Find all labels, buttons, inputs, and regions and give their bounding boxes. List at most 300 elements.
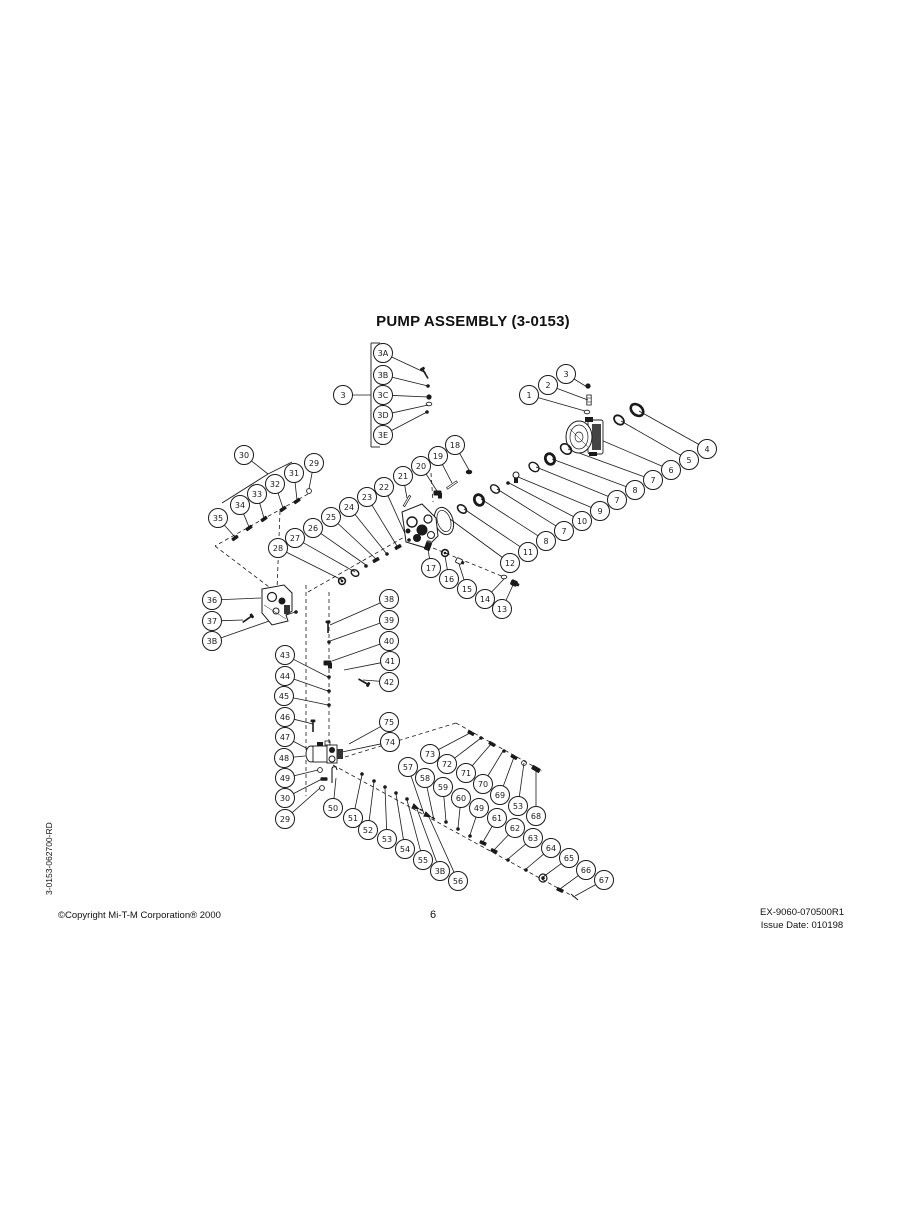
part-dot (468, 834, 472, 838)
callout-balloon-34 (231, 496, 250, 515)
callout-balloon-53 (378, 830, 397, 849)
part-dot (426, 384, 430, 388)
callout-number: 4 (704, 444, 710, 454)
part-ring (611, 411, 627, 428)
callout-number: 68 (530, 811, 542, 821)
callout-balloon-44 (276, 667, 295, 686)
callout-balloon-30 (235, 446, 254, 465)
part-oval (584, 410, 590, 414)
callout-balloon-46 (276, 708, 295, 727)
callout-balloon-8 (537, 532, 556, 551)
leader-line (508, 844, 526, 859)
callout-balloon-54 (396, 840, 415, 859)
callout-number: 46 (279, 712, 291, 722)
part-dot (456, 827, 460, 831)
leader-line (221, 598, 261, 600)
callout-balloon-28 (269, 539, 288, 558)
part-pin (447, 481, 458, 489)
callout-balloon-3 (557, 365, 576, 384)
callout-balloon-29 (276, 810, 295, 829)
callout-number: 2 (545, 380, 551, 390)
callout-balloon-38 (380, 590, 399, 609)
callout-number: 20 (415, 461, 427, 471)
part-bolt (321, 777, 328, 781)
callout-number: 33 (251, 489, 263, 499)
leader-line (464, 509, 520, 547)
callout-balloon-65 (560, 849, 579, 868)
part-oval (426, 402, 432, 406)
leader-line (338, 523, 376, 559)
leader-line (481, 499, 538, 536)
part-manifold (402, 504, 438, 548)
part-bolt (556, 887, 564, 893)
callout-balloon-36 (203, 591, 222, 610)
callout-balloon-50 (324, 799, 343, 818)
leader-line (251, 461, 268, 474)
leader-line (293, 756, 305, 757)
callout-number: 65 (563, 853, 575, 863)
callout-number: 71 (460, 768, 472, 778)
footer-doc-info (760, 906, 844, 932)
callout-balloon-49 (276, 769, 295, 788)
part-nut (339, 578, 346, 585)
leader-line (293, 659, 328, 677)
leader-line (506, 585, 513, 600)
callout-number: 30 (279, 793, 291, 803)
part-ring (526, 458, 542, 475)
part-washer (307, 489, 312, 494)
callout-number: 22 (378, 482, 390, 492)
callout-balloon-1 (520, 386, 539, 405)
callout-balloon-67 (595, 871, 614, 890)
callout-number: 45 (278, 691, 290, 701)
callout-number: 8 (543, 536, 549, 546)
callout-number: 41 (384, 656, 396, 666)
leader-line (294, 679, 328, 691)
footer-copyright: ©Copyright Mi-T-M Corporation® 2000 (58, 910, 221, 921)
callout-balloon-73 (421, 745, 440, 764)
construction-dashed-line (431, 473, 433, 502)
part-nut (442, 550, 449, 557)
callout-balloon-68 (527, 807, 546, 826)
leader-line (330, 603, 380, 625)
part-bolt (510, 754, 518, 761)
leader-line (557, 388, 588, 400)
callout-number: 26 (307, 523, 319, 533)
leader-line (278, 493, 283, 508)
callout-number: 3B (377, 370, 389, 380)
leader-line (344, 663, 381, 670)
part-elbow (324, 661, 333, 669)
part-bolt (231, 535, 239, 542)
leader-line (458, 807, 460, 828)
callout-number: 57 (402, 762, 414, 772)
part-ball (585, 383, 590, 388)
callout-number: 3 (340, 390, 346, 400)
callout-balloon-40 (380, 632, 399, 651)
callout-number: 3E (377, 430, 389, 440)
leader-line (224, 525, 235, 537)
leader-line (509, 483, 574, 517)
callout-balloon-48 (275, 749, 294, 768)
callout-balloon-70 (474, 775, 493, 794)
leader-line (334, 778, 336, 799)
callout-number: 6 (668, 465, 674, 475)
callout-number: 29 (279, 814, 291, 824)
leader-line (260, 503, 264, 518)
callout-balloon-3B (203, 632, 222, 651)
callout-number: 28 (272, 543, 284, 553)
leader-line (349, 727, 381, 744)
callout-number: 49 (279, 773, 291, 783)
leader-line (483, 826, 492, 842)
callout-balloon-43 (276, 646, 295, 665)
leader-line (536, 467, 608, 496)
callout-balloon-7 (555, 522, 574, 541)
callout-number: 53 (512, 801, 524, 811)
callout-number: 43 (279, 650, 291, 660)
part-plug (455, 557, 465, 565)
callout-balloon-55 (414, 851, 433, 870)
callout-balloon-23 (358, 488, 377, 507)
construction-dashed-line (215, 546, 277, 593)
leader-line (385, 788, 387, 830)
callout-balloon-63 (524, 829, 543, 848)
part-dot (327, 675, 331, 679)
callout-balloon-4 (698, 440, 717, 459)
leader-line (460, 453, 469, 470)
callout-number: 16 (443, 574, 455, 584)
leader-line (332, 644, 380, 661)
callout-balloon-62 (506, 819, 525, 838)
callout-balloon-24 (340, 498, 359, 517)
part-dot (394, 791, 398, 795)
callout-balloon-2 (539, 376, 558, 395)
part-dot (405, 797, 409, 801)
callout-number: 44 (279, 671, 291, 681)
callout-number: 17 (425, 563, 437, 573)
leader-line (492, 579, 504, 592)
callout-balloon-10 (573, 512, 592, 531)
leader-line (293, 698, 328, 705)
part-bolt (479, 840, 487, 846)
leader-line (330, 623, 380, 641)
callout-balloon-35 (209, 509, 228, 528)
callout-balloon-26 (304, 519, 323, 538)
leader-line (321, 533, 366, 565)
leader-line (294, 719, 313, 724)
callout-number: 42 (383, 677, 395, 687)
leader-line (519, 763, 524, 797)
callout-balloon-3A (374, 344, 393, 363)
callout-number: 37 (206, 616, 218, 626)
leader-line (405, 485, 407, 498)
doc-number: EX-9060-070500R1 (760, 907, 844, 918)
leader-line (369, 782, 374, 821)
callout-number: 69 (494, 790, 506, 800)
part-dot (524, 868, 528, 872)
callout-number: 11 (522, 547, 534, 557)
callout-balloon-56 (449, 872, 468, 891)
callout-balloon-15 (458, 580, 477, 599)
part-dot (372, 779, 376, 783)
callout-balloon-42 (380, 673, 399, 692)
part-screw (357, 677, 370, 687)
callout-balloon-57 (399, 758, 418, 777)
callout-number: 66 (580, 865, 592, 875)
leader-line (438, 733, 470, 750)
part-ring (349, 566, 362, 579)
callout-balloon-21 (394, 467, 413, 486)
callout-number: 10 (576, 516, 588, 526)
part-washer (320, 786, 325, 791)
callout-balloon-3B (431, 862, 450, 881)
callout-number: 29 (308, 458, 320, 468)
callout-number: 1 (526, 390, 532, 400)
callout-number: 72 (441, 759, 453, 769)
part-oring (544, 452, 557, 466)
callout-balloon-58 (416, 769, 435, 788)
callout-balloon-69 (491, 786, 510, 805)
callout-balloon-3D (374, 406, 393, 425)
part-ring (488, 481, 503, 496)
leader-line (363, 680, 380, 681)
part-plug (510, 579, 520, 587)
leader-line (309, 472, 312, 489)
callout-balloon-33 (248, 485, 267, 504)
part-jpin (332, 767, 337, 783)
part-dot (327, 689, 331, 693)
callout-number: 40 (383, 636, 395, 646)
leader-line (526, 854, 544, 869)
callout-balloon-39 (380, 611, 399, 630)
callout-number: 63 (527, 833, 539, 843)
callout-number: 74 (384, 737, 396, 747)
construction-dashed-line (308, 528, 420, 592)
callout-balloon-47 (276, 728, 295, 747)
callout-number: 3 (563, 369, 569, 379)
callout-number: 13 (496, 604, 508, 614)
part-dot (327, 640, 331, 644)
part-dot (407, 538, 411, 542)
callout-number: 27 (289, 533, 301, 543)
part-washer (318, 768, 323, 773)
callout-number: 19 (432, 451, 444, 461)
callout-balloon-45 (275, 687, 294, 706)
callout-number: 25 (325, 512, 337, 522)
callout-balloon-7 (608, 491, 627, 510)
callout-balloon-3E (374, 426, 393, 445)
leader-line (392, 405, 428, 413)
leader-line (497, 489, 556, 526)
callout-balloon-52 (359, 821, 378, 840)
leader-line (450, 519, 502, 557)
callout-balloon-75 (380, 713, 399, 732)
part-screw (311, 720, 316, 733)
callout-number: 49 (473, 803, 485, 813)
leader-line (470, 817, 476, 835)
part-dot (383, 785, 387, 789)
leader-line (538, 398, 585, 411)
callout-number: 35 (212, 513, 224, 523)
leader-line (455, 738, 481, 758)
callout-number: 31 (288, 468, 300, 478)
leader-line (445, 556, 447, 570)
leader-line (286, 552, 342, 580)
callout-balloon-64 (542, 839, 561, 858)
page-title: PUMP ASSEMBLY (3-0153) (376, 313, 570, 330)
callout-balloon-18 (446, 436, 465, 455)
callout-balloon-6 (662, 461, 681, 480)
callout-balloon-30 (276, 789, 295, 808)
callout-balloon-20 (412, 457, 431, 476)
callout-number: 73 (424, 749, 436, 759)
callout-balloon-13 (493, 600, 512, 619)
callout-number: 24 (343, 502, 355, 512)
callout-number: 5 (686, 455, 692, 465)
part-dot (502, 749, 506, 753)
callout-number: 3A (377, 348, 389, 358)
callout-number: 75 (383, 717, 395, 727)
leader-line (601, 440, 662, 466)
callout-balloon-3 (334, 386, 353, 405)
callout-number: 30 (238, 450, 250, 460)
callout-balloon-53 (509, 797, 528, 816)
callout-number: 58 (419, 773, 431, 783)
leader-line (518, 477, 591, 507)
callout-balloon-7 (644, 471, 663, 490)
part-ball (426, 394, 431, 399)
callout-balloon-11 (519, 543, 538, 562)
part-bolt (372, 557, 380, 564)
callout-balloon-74 (381, 733, 400, 752)
callout-number: 52 (362, 825, 374, 835)
callout-balloon-3C (374, 386, 393, 405)
callout-balloon-29 (305, 454, 324, 473)
callout-balloon-16 (440, 570, 459, 589)
callout-balloon-5 (680, 451, 699, 470)
callout-number: 61 (491, 813, 503, 823)
leader-line (574, 379, 587, 387)
callout-number: 70 (477, 779, 489, 789)
callout-number: 39 (383, 615, 395, 625)
part-dot (444, 820, 448, 824)
part-bolt (467, 730, 475, 737)
callout-number: 60 (455, 793, 467, 803)
callout-balloon-66 (577, 861, 596, 880)
callout-balloon-41 (381, 652, 400, 671)
part-dot (425, 410, 429, 414)
callout-balloon-19 (429, 447, 448, 466)
callout-balloon-17 (422, 559, 441, 578)
leader-line (503, 757, 514, 786)
leader-line (494, 835, 508, 850)
part-dot (506, 481, 510, 485)
leader-line (444, 796, 446, 821)
callout-balloon-37 (203, 612, 222, 631)
page-number: 6 (429, 909, 437, 921)
leader-line (295, 482, 297, 500)
leader-line (303, 543, 355, 572)
callout-balloon-72 (438, 755, 457, 774)
callout-number: 21 (397, 471, 409, 481)
part-pump (306, 741, 343, 763)
callout-balloon-8 (626, 481, 645, 500)
callout-number: 14 (479, 594, 491, 604)
part-bolt (394, 544, 402, 551)
callout-number: 8 (632, 485, 638, 495)
callout-number: 67 (598, 875, 610, 885)
callout-number: 55 (417, 855, 429, 865)
callout-balloon-61 (488, 809, 507, 828)
callout-number: 3C (377, 390, 389, 400)
leader-line (639, 411, 699, 444)
leader-line (293, 779, 322, 794)
issue-date: Issue Date: 010198 (760, 920, 844, 931)
part-dot (294, 610, 298, 614)
callout-balloon-25 (322, 508, 341, 527)
leader-line (221, 620, 243, 621)
callout-number: 47 (279, 732, 291, 742)
callout-balloon-31 (285, 464, 304, 483)
callout-balloon-60 (452, 789, 471, 808)
callout-number: 32 (269, 479, 281, 489)
callout-number: 23 (361, 492, 373, 502)
callout-balloon-14 (476, 590, 495, 609)
callout-balloon-49 (470, 799, 489, 818)
leader-line (396, 794, 403, 840)
part-dot (506, 858, 510, 862)
callout-number: 34 (234, 500, 246, 510)
callout-number: 15 (461, 584, 473, 594)
leader-line (488, 751, 503, 776)
callout-balloon-12 (501, 554, 520, 573)
part-ringfit (539, 874, 547, 882)
callout-number: 64 (545, 843, 557, 853)
part-screw (326, 621, 331, 634)
part-screw (420, 366, 430, 379)
leader-line (575, 885, 596, 896)
callout-balloon-22 (375, 478, 394, 497)
part-bolt (260, 516, 268, 523)
leader-line (391, 412, 427, 431)
leader-line (621, 421, 681, 455)
part-valveasm (513, 472, 519, 483)
callout-balloon-59 (434, 778, 453, 797)
callout-number: 3D (377, 410, 389, 420)
leader-line (392, 395, 428, 397)
part-unloader (262, 585, 292, 625)
leader-line (472, 744, 491, 766)
callout-balloon-27 (286, 529, 305, 548)
leader-line (244, 514, 249, 527)
leader-line (560, 876, 578, 889)
part-dot (385, 552, 389, 556)
callout-number: 48 (278, 753, 290, 763)
callout-number: 38 (383, 594, 395, 604)
callout-number: 53 (381, 834, 393, 844)
leader-line (552, 459, 626, 487)
callout-number: 54 (399, 844, 411, 854)
leader-line (392, 377, 428, 386)
callout-balloon-71 (457, 764, 476, 783)
callout-number: 3B (434, 866, 446, 876)
callout-number: 12 (504, 558, 516, 568)
callout-balloon-9 (591, 502, 610, 521)
callout-number: 3B (206, 636, 218, 646)
part-ring (627, 399, 648, 421)
callout-number: 7 (614, 495, 620, 505)
